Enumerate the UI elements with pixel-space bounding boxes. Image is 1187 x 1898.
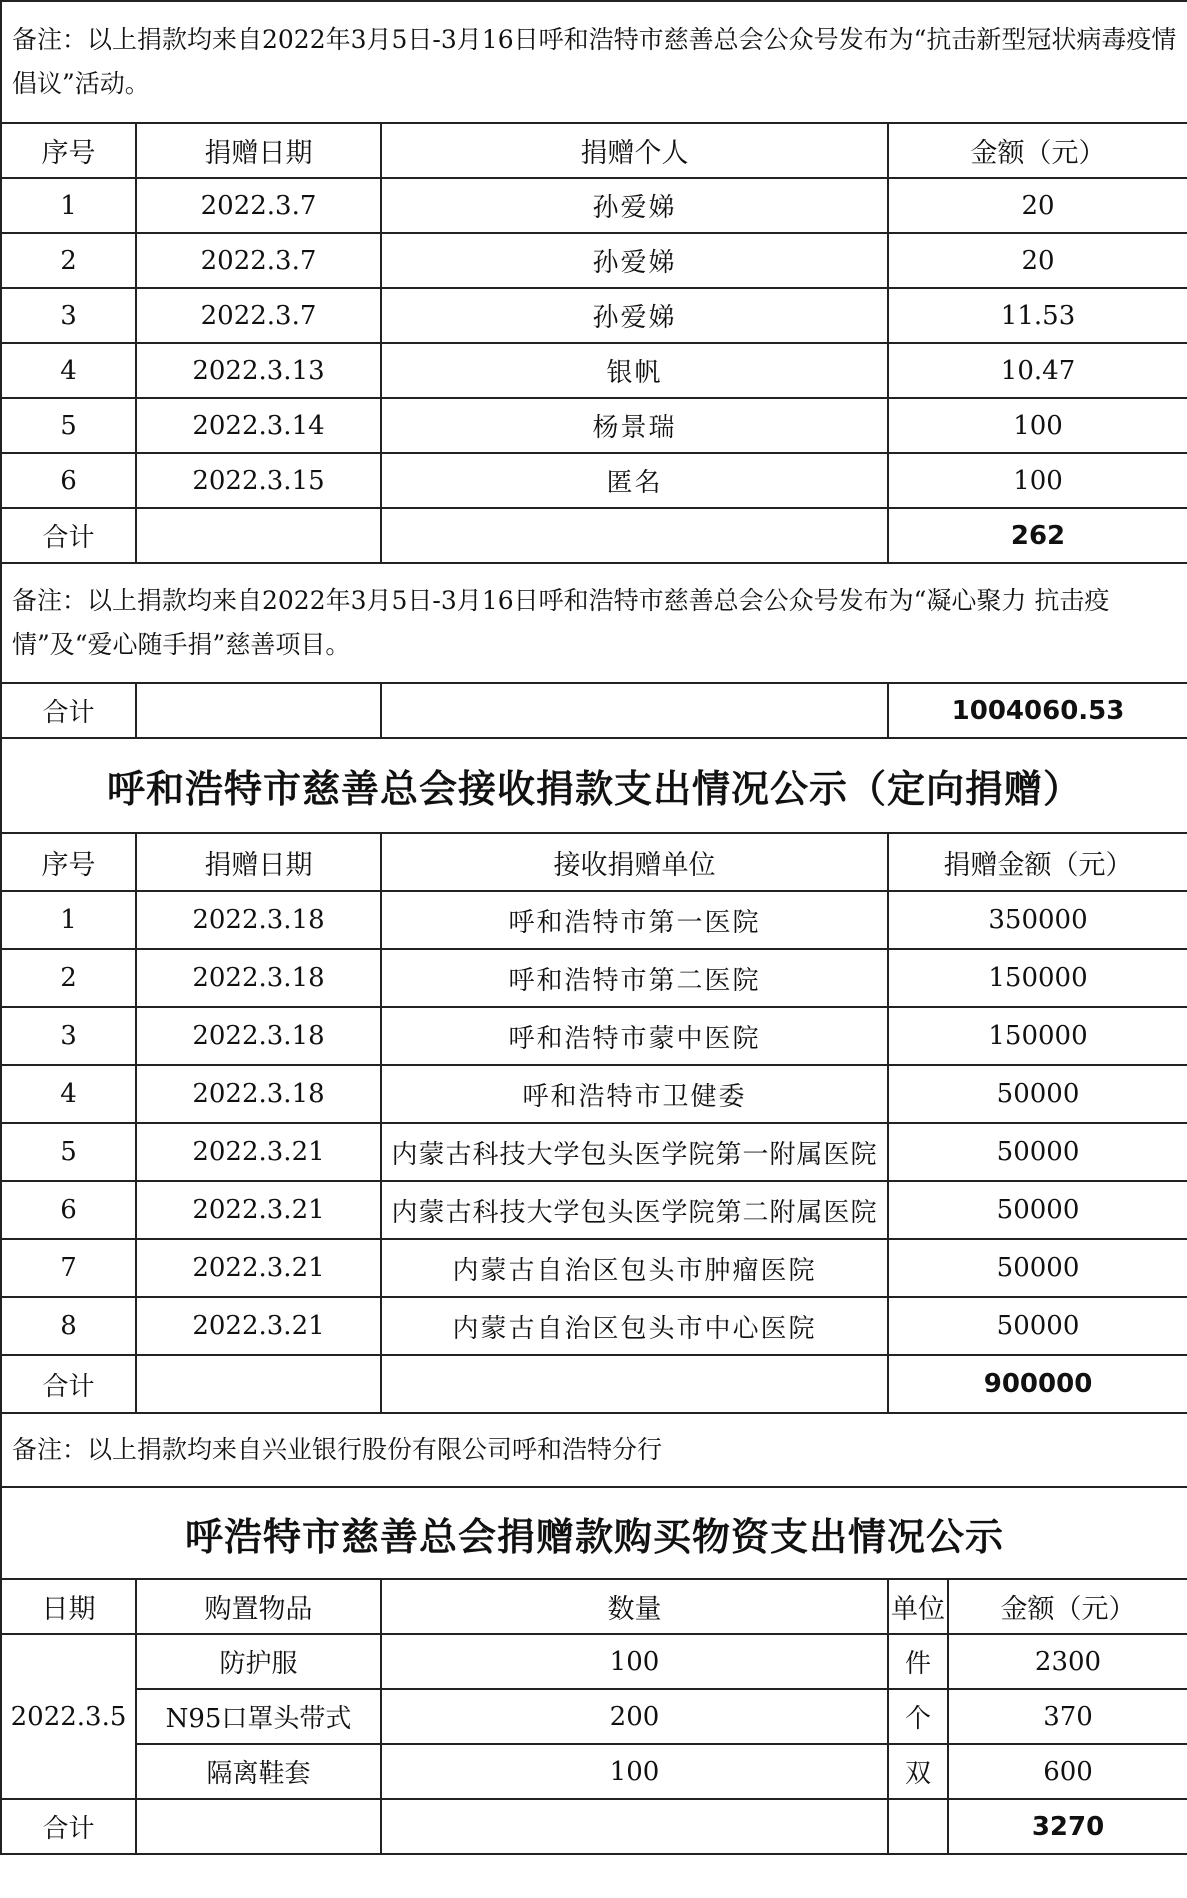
empty-cell [381,683,888,738]
grand-total-value: 1004060.53 [888,683,1187,738]
section1-note2-row [1,563,1187,683]
header-amount: 金额（元） [888,123,1187,178]
header-unit: 接收捐赠单位 [381,833,888,891]
row-donor: 孙爱娣 [381,288,888,343]
row-amount: 50000 [888,1123,1187,1181]
table-row [1,1689,1187,1744]
section3-total-row [1,1799,1187,1854]
row-date: 2022.3.21 [136,1297,381,1355]
row-no: 1 [1,891,136,949]
row-date: 2022.3.7 [136,233,381,288]
total-value: 900000 [888,1355,1187,1413]
row-unit: 呼和浩特市蒙中医院 [381,1007,888,1065]
row-unit: 内蒙古自治区包头市肿瘤医院 [381,1239,888,1297]
header-date: 捐赠日期 [136,833,381,891]
row-unit: 呼和浩特市第二医院 [381,949,888,1007]
empty-cell [381,508,888,563]
section3-title: 呼浩特市慈善总会捐赠款购买物资支出情况公示 [1,1487,1187,1579]
row-amount: 20 [888,233,1187,288]
section1-note2: 备注：以上捐款均来自2022年3月5日-3月16日呼和浩特市慈善总会公众号发布为“凝心聚力 抗击疫情”及“爱心随手捐”慈善项目。 [1,563,1187,683]
section2-title: 呼和浩特市慈善总会接收捐款支出情况公示（定向捐赠） [1,738,1187,833]
grand-total-label: 合计 [1,683,136,738]
row-unit: 呼和浩特市卫健委 [381,1065,888,1123]
row-donor: 杨景瑞 [381,398,888,453]
row-amount: 370 [948,1689,1187,1744]
total-value: 262 [888,508,1187,563]
row-date: 2022.3.7 [136,288,381,343]
row-unit: 个 [888,1689,948,1744]
table-row [1,891,1187,949]
empty-cell [136,508,381,563]
header-no: 序号 [1,123,136,178]
row-amount: 50000 [888,1181,1187,1239]
row-no: 5 [1,1123,136,1181]
row-no: 3 [1,1007,136,1065]
empty-cell [381,1799,888,1854]
table-row [1,343,1187,398]
section2-header-row [1,833,1187,891]
section1-header-row [1,123,1187,178]
header-item: 购置物品 [136,1579,381,1634]
row-date: 2022.3.18 [136,891,381,949]
row-donor: 孙爱娣 [381,178,888,233]
row-no: 2 [1,233,136,288]
row-amount: 50000 [888,1065,1187,1123]
row-item: N95口罩头带式 [136,1689,381,1744]
row-amount: 150000 [888,949,1187,1007]
row-date: 2022.3.7 [136,178,381,233]
row-amount: 2300 [948,1634,1187,1689]
header-amount: 捐赠金额（元） [888,833,1187,891]
row-amount: 11.53 [888,288,1187,343]
row-no: 6 [1,453,136,508]
row-amount: 50000 [888,1239,1187,1297]
row-date: 2022.3.18 [136,949,381,1007]
row-amount: 10.47 [888,343,1187,398]
empty-cell [136,1799,381,1854]
row-date: 2022.3.14 [136,398,381,453]
row-no: 6 [1,1181,136,1239]
row-unit: 内蒙古科技大学包头医学院第一附属医院 [381,1123,888,1181]
row-no: 7 [1,1239,136,1297]
row-no: 8 [1,1297,136,1355]
header-amount: 金额（元） [948,1579,1187,1634]
section3-title-row [1,1487,1187,1579]
total-label: 合计 [1,508,136,563]
row-date: 2022.3.13 [136,343,381,398]
row-unit: 内蒙古科技大学包头医学院第二附属医院 [381,1181,888,1239]
table-row [1,453,1187,508]
empty-cell [888,1799,948,1854]
row-amount: 20 [888,178,1187,233]
table-row [1,288,1187,343]
section2-note-row [1,1413,1187,1487]
row-amount: 100 [888,453,1187,508]
section2-total-row [1,1355,1187,1413]
row-no: 4 [1,1065,136,1123]
row-no: 2 [1,949,136,1007]
row-unit: 双 [888,1744,948,1799]
table-row [1,1123,1187,1181]
grand-total-row [1,683,1187,738]
table-row [1,1181,1187,1239]
section1-note-row [1,1,1187,123]
row-donor: 银帆 [381,343,888,398]
total-label: 合计 [1,1799,136,1854]
row-no: 3 [1,288,136,343]
row-date: 2022.3.21 [136,1181,381,1239]
empty-cell [136,683,381,738]
section2-note: 备注：以上捐款均来自兴业银行股份有限公司呼和浩特分行 [1,1413,1187,1487]
table-row [1,1007,1187,1065]
header-donor: 捐赠个人 [381,123,888,178]
row-item: 隔离鞋套 [136,1744,381,1799]
total-value: 3270 [948,1799,1187,1854]
section2-title-row [1,738,1187,833]
row-amount: 150000 [888,1007,1187,1065]
row-date: 2022.3.21 [136,1239,381,1297]
row-unit: 内蒙古自治区包头市中心医院 [381,1297,888,1355]
table-row [1,398,1187,453]
row-date: 2022.3.15 [136,453,381,508]
section1-note: 备注：以上捐款均来自2022年3月5日-3月16日呼和浩特市慈善总会公众号发布为“抗击新型冠状病毒疫情倡议”活动。 [1,1,1187,123]
table-row [1,949,1187,1007]
header-date: 日期 [1,1579,136,1634]
table-row [1,1239,1187,1297]
header-no: 序号 [1,833,136,891]
row-no: 4 [1,343,136,398]
row-amount: 600 [948,1744,1187,1799]
header-qty: 数量 [381,1579,888,1634]
row-qty: 200 [381,1689,888,1744]
row-date: 2022.3.18 [136,1007,381,1065]
empty-cell [136,1355,381,1413]
row-no: 5 [1,398,136,453]
table-row [1,178,1187,233]
row-qty: 100 [381,1634,888,1689]
row-date: 2022.3.21 [136,1123,381,1181]
row-item: 防护服 [136,1634,381,1689]
row-no: 1 [1,178,136,233]
table-row [1,233,1187,288]
row-donor: 匿名 [381,453,888,508]
header-unit: 单位 [888,1579,948,1634]
row-unit: 件 [888,1634,948,1689]
table-row [1,1744,1187,1799]
section1-total-row [1,508,1187,563]
row-unit: 呼和浩特市第一医院 [381,891,888,949]
row-amount: 100 [888,398,1187,453]
row-amount: 350000 [888,891,1187,949]
empty-cell [381,1355,888,1413]
row-donor: 孙爱娣 [381,233,888,288]
header-date: 捐赠日期 [136,123,381,178]
total-label: 合计 [1,1355,136,1413]
table-row [1,1634,1187,1689]
section3-header-row [1,1579,1187,1634]
row-qty: 100 [381,1744,888,1799]
purchase-date: 2022.3.5 [1,1634,136,1799]
table-row [1,1065,1187,1123]
row-amount: 50000 [888,1297,1187,1355]
row-date: 2022.3.18 [136,1065,381,1123]
table-row [1,1297,1187,1355]
